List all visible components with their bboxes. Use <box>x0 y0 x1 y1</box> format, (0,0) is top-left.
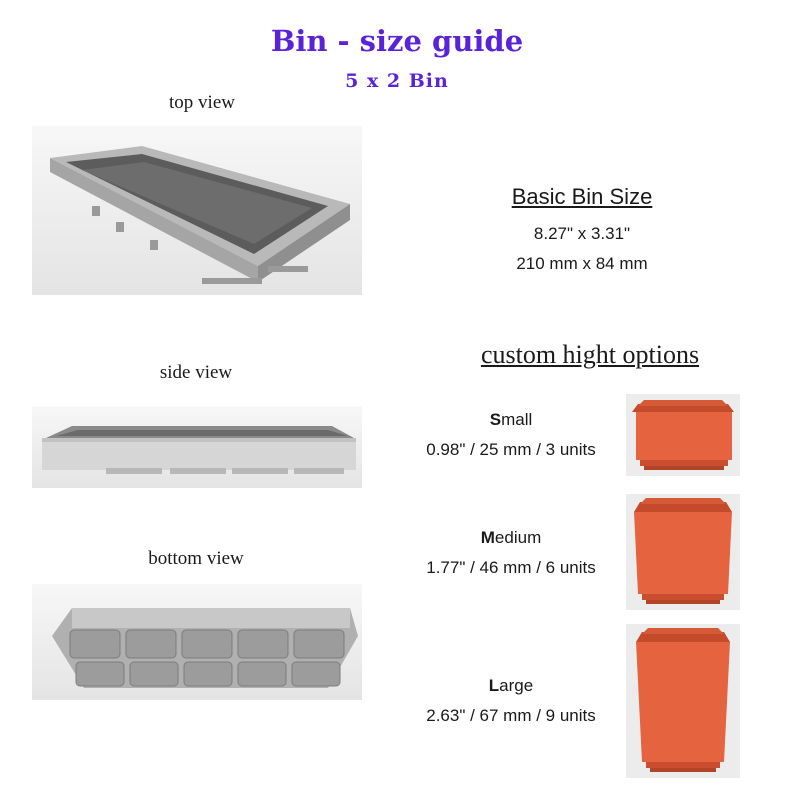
basic-size-heading: Basic Bin Size <box>511 184 653 209</box>
large-bin-image <box>626 624 740 778</box>
small-option-spec: 0.98" / 25 mm / 3 units <box>426 440 596 459</box>
small-bin-image <box>626 394 740 476</box>
bottom-view-image <box>32 584 362 700</box>
medium-bin-image <box>626 494 740 610</box>
side-view-image <box>32 406 362 488</box>
basic-size-inches: 8.27" x 3.31" <box>533 224 631 243</box>
top-view-image <box>32 126 362 295</box>
bottom-view-label: bottom view <box>148 548 244 569</box>
small-option-name: Small <box>489 410 533 429</box>
basic-size-mm: 210 mm x 84 mm <box>516 254 648 273</box>
side-view-label: side view <box>159 362 233 383</box>
large-option-name: Large <box>488 676 534 695</box>
medium-option-spec: 1.77" / 46 mm / 6 units <box>426 558 596 577</box>
page-title: Bin - size guide <box>270 24 524 58</box>
page-subtitle: 5 x 2 Bin <box>345 70 449 92</box>
custom-heights-heading: custom hight options <box>480 340 700 369</box>
top-view-label: top view <box>169 92 235 113</box>
medium-option-name: Medium <box>480 528 542 547</box>
large-option-spec: 2.63" / 67 mm / 9 units <box>426 706 596 725</box>
